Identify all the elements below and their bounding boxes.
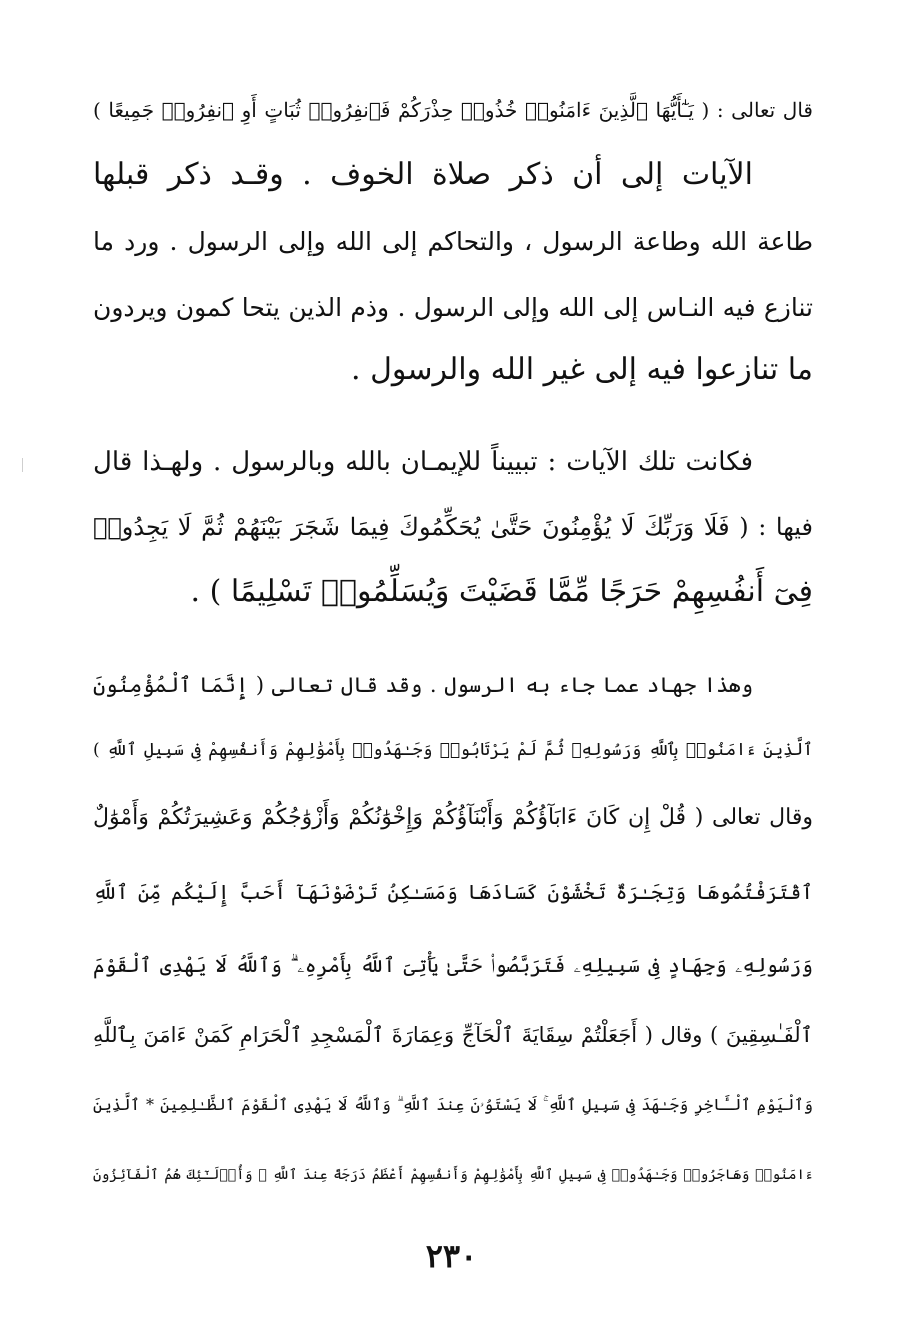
paragraph-3-line-5: وَرَسُولِهِۦ وَجِهَادٍ فِى سَبِيلِهِۦ فَتَرَبَّصُوا۟ حَتَّىٰ يَأْتِىَ ٱللَّهُ بِأَمْرِهِۦ ۗ وَٱللَّهُ لَا يَهْدِى ٱلْقَوْمَ (93, 953, 813, 977)
scan-margin-mark (22, 458, 23, 472)
paragraph-1-line-3: طاعة الله وطاعة الرسول ، والتحاكم إلى الله وإلى الرسول . ورد ما (93, 227, 813, 256)
paragraph-1-line-4: تنازع فيه النـاس إلى الله وإلى الرسول . وذم الذين يتحا كمون ويردون (93, 293, 813, 322)
paragraph-3-line-6: ٱلْفَـٰسِقِينَ ) وقال ( أَجَعَلْتُمْ سِقَايَةَ ٱلْحَآجِّ وَعِمَارَةَ ٱلْمَسْجِدِ ٱلْحَرَامِ كَمَنْ ءَامَنَ بِٱللَّهِ (93, 1023, 813, 1047)
page-number: ٢٣٠ (425, 1237, 478, 1275)
paragraph-3-line-3: وقال تعالى ( قُلْ إِن كَانَ ءَابَآؤُكُمْ وَأَبْنَآؤُكُمْ وَإِخْوَٰنُكُمْ وَأَزْوَٰجُكُمْ وَعَشِيرَتُكُمْ وَأَمْوَٰلٌ (93, 805, 813, 830)
paragraph-1-line-1: قال تعالى : ( يَـٰٓأَيُّهَا ٱلَّذِينَ ءَامَنُوا۟ خُذُوا۟ حِذْرَكُمْ فَٱنفِرُوا۟ ثُبَاتٍ أَوِ ٱنفِرُوا۟ جَمِيعًا ) (93, 98, 813, 122)
paragraph-2-line-1: فكانت تلك الآيات : تبييناً للإيمـان بالله وبالرسول . ولهـذا قال (93, 447, 753, 477)
paragraph-1-line-2: الآيات إلى أن ذكر صلاة الخوف . وقـد ذكر قبلها (93, 157, 753, 192)
paragraph-2-line-2: فيها : ( فَلَا وَرَبِّكَ لَا يُؤْمِنُونَ حَتَّىٰ يُحَكِّمُوكَ فِيمَا شَجَرَ بَيْنَهُمْ ثُمَّ لَا يَجِدُوا۟ (93, 513, 813, 541)
paragraph-1-line-5: ما تنازعوا فيه إلى غير الله والرسول . (351, 352, 813, 387)
paragraph-3-line-4: ٱقْتَرَفْتُمُوهَا وَتِجَـٰرَةٌ تَخْشَوْنَ كَسَادَهَا وَمَسَـٰكِنُ تَرْضَوْنَهَآ أَحَبَّ إِلَيْكُم مِّنَ ٱللَّهِ (93, 880, 813, 904)
paragraph-3-line-7: وَٱلْيَوْمِ ٱلْـَٔاخِرِ وَجَـٰهَدَ فِى سَبِيلِ ٱللَّهِ ۚ لَا يَسْتَوُۥنَ عِندَ ٱللَّهِ ۗ وَٱللَّهُ لَا يَهْدِى ٱلْقَوْمَ ٱلظَّـٰلِمِينَ * ٱلَّذِينَ (93, 1095, 813, 1114)
paragraph-2-line-3: فِىٓ أَنفُسِهِمْ حَرَجًا مِّمَّا قَضَيْتَ وَيُسَلِّمُوا۟ تَسْلِيمًا ) . (190, 574, 813, 609)
paragraph-3-line-1: وهذا جهاد عما جاء به الرسول . وقد قال تعالى ( إِنَّمَا ٱلْمُؤْمِنُونَ (93, 673, 753, 697)
paragraph-3-line-8: ءَامَنُوا۟ وَهَاجَرُوا۟ وَجَـٰهَدُوا۟ فِى سَبِيلِ ٱللَّهِ بِأَمْوَٰلِهِمْ وَأَنفُسِهِمْ أَعْظَمُ دَرَجَةً عِندَ ٱللَّهِ ۚ وَأُو۟لَـٰٓئِكَ هُمُ ٱلْفَآئِزُونَ (93, 1167, 813, 1183)
paragraph-3-line-2: ٱلَّذِينَ ءَامَنُوا۟ بِٱللَّهِ وَرَسُولِهِۦ ثُمَّ لَمْ يَرْتَابُوا۟ وَجَـٰهَدُوا۟ بِأَمْوَٰلِهِمْ وَأَنفُسِهِمْ فِى سَبِيلِ ٱللَّهِ ) (93, 740, 813, 760)
